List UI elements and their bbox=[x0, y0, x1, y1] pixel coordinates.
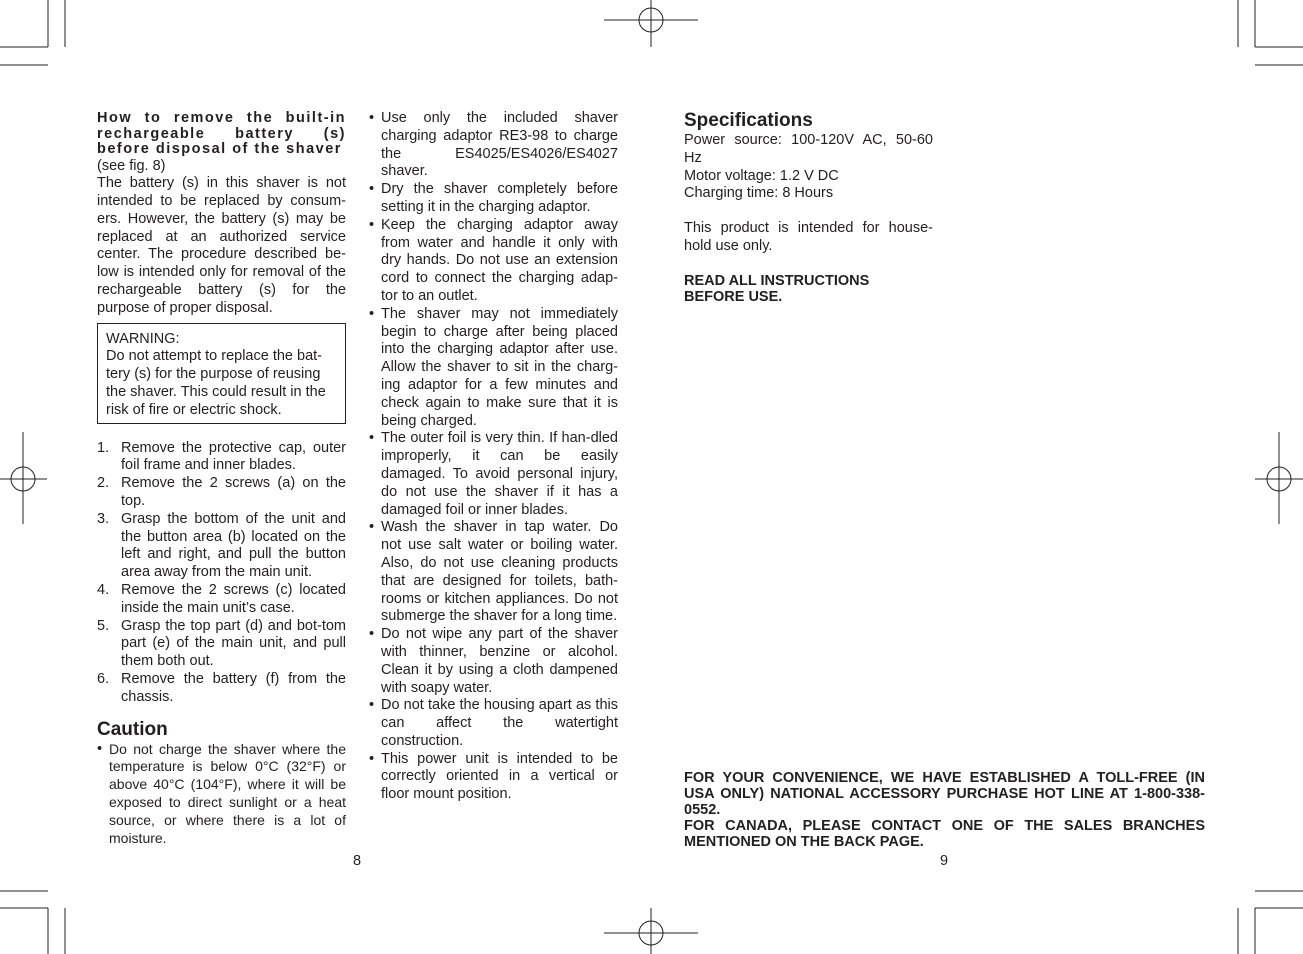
caution-text: The shaver may not immediately begin to charge after being placed into the charging adaptor after use. Allow the shaver to sit in the charg-ing adaptor for a few minutes and check again to make sure that it is being charged. bbox=[381, 305, 618, 429]
list-item bbox=[97, 741, 346, 848]
charging-time: Charging time: 8 Hours bbox=[684, 185, 834, 202]
step-number: 2. bbox=[97, 475, 110, 492]
list-item bbox=[369, 181, 618, 217]
bullet-icon: • bbox=[369, 305, 375, 322]
power-source: Power source: 100-120V AC, 50-60 Hz bbox=[684, 132, 933, 166]
household-note: This product is intended for house-hold use only. bbox=[684, 220, 933, 254]
caution-text: This power unit is intended to be correctly oriented in a vertical or floor mount position. bbox=[381, 750, 618, 803]
motor-voltage: Motor voltage: 1.2 V DC bbox=[684, 167, 839, 184]
bullet-icon: • bbox=[369, 750, 375, 767]
list-item bbox=[369, 626, 618, 697]
step-text: Remove the 2 screws (c) located inside the main unit’s case. bbox=[121, 582, 346, 616]
list-item bbox=[97, 475, 346, 511]
step-number: 6. bbox=[97, 671, 110, 688]
caution-list bbox=[97, 741, 346, 848]
battery-removal-heading: How to remove the built-in rechargeable battery (s) before disposal of the shaver bbox=[97, 110, 346, 157]
step-number: 3. bbox=[97, 510, 110, 527]
usa-hotline-text: FOR YOUR CONVENIENCE, WE HAVE ESTABLISHED A TOLL-FREE (IN USA ONLY) NATIONAL ACCESSORY PURCHASE HOT LINE AT 1-800-338-0552. bbox=[684, 770, 1205, 818]
step-text: Remove the protective cap, outer foil frame and inner blades. bbox=[121, 439, 346, 474]
warning-title: WARNING: bbox=[106, 330, 180, 347]
battery-intro-text: The battery (s) in this shaver is not intended to be replaced by consum-ers. However, the battery (s) may be replaced at an authorized service center. The procedure described be-low is intended only for removal of the rechargeable battery (s) for the purpose of proper disposal. bbox=[97, 175, 346, 316]
list-item bbox=[97, 618, 346, 671]
bullet-icon: • bbox=[369, 110, 375, 126]
right-column bbox=[684, 110, 933, 305]
list-item bbox=[97, 511, 346, 582]
left-column bbox=[97, 111, 346, 847]
caution-continued-list bbox=[369, 110, 618, 804]
warning-box bbox=[97, 323, 346, 424]
fig-reference: (see fig. 8) bbox=[97, 157, 166, 174]
hotline-notice bbox=[684, 770, 1205, 850]
list-item bbox=[369, 110, 618, 181]
canada-contact-text: FOR CANADA, PLEASE CONTACT ONE OF THE SALES BRANCHES MENTIONED ON THE BACK PAGE. bbox=[684, 818, 1205, 850]
step-number: 1. bbox=[97, 439, 110, 456]
step-number: 4. bbox=[97, 582, 110, 599]
caution-text: Wash the shaver in tap water. Do not use salt water or boiling water. Also, do not use cleaning products that are designed for toilets, bath-rooms or kitchen appliances. Do not submerge the shaver for a long time. bbox=[381, 519, 618, 625]
step-text: Remove the 2 screws (a) on the top. bbox=[121, 475, 346, 510]
caution-text: Dry the shaver completely before setting it in the charging adaptor. bbox=[381, 181, 618, 215]
warning-text: Do not attempt to replace the bat-tery (s) for the purpose of reusing the shaver. This could result in the risk of fire or electric shock. bbox=[106, 348, 326, 418]
list-item bbox=[97, 582, 346, 618]
list-item bbox=[369, 697, 618, 750]
list-item bbox=[369, 519, 618, 626]
caution-text: Do not take the housing apart as this can affect the watertight construction. bbox=[381, 697, 618, 749]
caution-text: Do not charge the shaver where the temperature is below 0°C (32°F) or above 40°C (104°F), where it will be exposed to direct sunlight or a heat source, or where there is a lot of moisture. bbox=[109, 740, 346, 846]
list-item bbox=[369, 430, 618, 519]
page-number-left: 8 bbox=[353, 853, 362, 869]
list-item bbox=[369, 751, 618, 804]
bullet-icon: • bbox=[369, 519, 375, 536]
removal-steps-list bbox=[97, 440, 346, 707]
page-number-right: 9 bbox=[940, 853, 949, 869]
bullet-icon: • bbox=[369, 697, 375, 714]
list-item bbox=[369, 306, 618, 431]
list-item bbox=[97, 671, 346, 707]
list-item bbox=[97, 440, 346, 476]
caution-text: The outer foil is very thin. If han-dled improperly, it can be easily damaged. To avoid personal injury, do not use the shaver if it has a damaged foil or inner blades. bbox=[381, 430, 618, 518]
specifications-heading: Specifications bbox=[684, 110, 813, 131]
bullet-icon: • bbox=[369, 216, 375, 233]
bullet-icon: • bbox=[369, 626, 375, 643]
read-instructions-line1: READ ALL INSTRUCTIONS bbox=[684, 272, 870, 289]
step-text: Remove the battery (f) from the chassis. bbox=[121, 671, 346, 705]
step-number: 5. bbox=[97, 617, 110, 634]
middle-column bbox=[369, 110, 618, 804]
bullet-icon: • bbox=[97, 740, 103, 757]
step-text: Grasp the top part (d) and bot-tom part (e) of the main unit, and pull them both out. bbox=[121, 617, 346, 670]
read-instructions-line2: BEFORE USE. bbox=[684, 288, 783, 305]
caution-text: Keep the charging adaptor away from water and handle it only with dry hands. Do not use an extension cord to connect the charging adap-tor to an outlet. bbox=[381, 216, 618, 304]
step-text: Grasp the bottom of the unit and the button area (b) located on the left and right, and pull the button area away from the main unit. bbox=[121, 510, 346, 581]
bullet-icon: • bbox=[369, 430, 375, 447]
bullet-icon: • bbox=[369, 181, 375, 198]
caution-text: Do not wipe any part of the shaver with thinner, benzine or alcohol. Clean it by using a cloth dampened with soapy water. bbox=[381, 626, 618, 696]
list-item bbox=[369, 217, 618, 306]
caution-text: Use only the included shaver charging adaptor RE3-98 to charge the ES4025/ES4026/ES4027 shaver. bbox=[381, 110, 618, 180]
caution-heading: Caution bbox=[97, 718, 168, 740]
